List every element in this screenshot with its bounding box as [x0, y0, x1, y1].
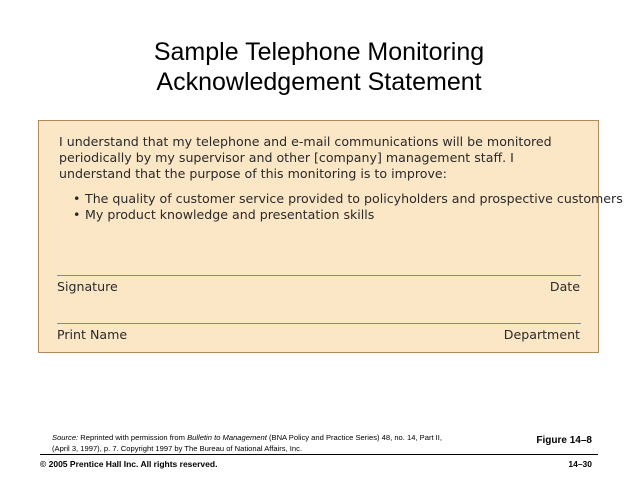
- print-name-line: [57, 323, 581, 324]
- slide-title-line-1: Sample Telephone Monitoring: [153, 38, 485, 66]
- page-number: 14–30: [568, 459, 592, 469]
- list-item: [73, 191, 623, 207]
- list-item-text: My product knowledge and presentation skills: [85, 207, 375, 222]
- figure-label: Figure 14–8: [536, 435, 592, 446]
- department-label: Department: [503, 327, 580, 342]
- source-label: Source:: [52, 433, 79, 442]
- slide-title-line-2: Acknowledgement Statement: [156, 68, 482, 96]
- source-citation: [52, 432, 452, 454]
- signature-line: [57, 275, 581, 276]
- source-publication: Bulletin to Management: [187, 433, 267, 442]
- list-item: [73, 207, 623, 223]
- source-text-before: Reprinted with permission from: [78, 433, 188, 442]
- signature-label: Signature: [57, 279, 118, 294]
- print-name-label: Print Name: [57, 327, 128, 342]
- bullet-icon: •: [73, 207, 81, 222]
- form-paragraph: I understand that my telephone and e-mail communications will be monitored periodically by my supervisor and other [company] management staff. I understand that the purpose of this monitoring is to improve:: [59, 134, 552, 181]
- acknowledgement-form: [38, 120, 623, 353]
- purpose-list: [73, 191, 623, 223]
- list-item-text: The quality of customer service provided to policyholders and prospective customers: [85, 191, 623, 206]
- source-text-after: (BNA Policy and Practice Series) 48, no. 14, Part II, (April 3, 1997), p. 7. Copyright 1997 by The Bureau of National Affairs, Inc.: [52, 433, 443, 453]
- date-label: Date: [549, 279, 580, 294]
- bullet-icon: •: [73, 191, 81, 206]
- copyright-notice: © 2005 Prentice Hall Inc. All rights reserved.: [40, 459, 218, 469]
- footer-divider: [40, 454, 598, 455]
